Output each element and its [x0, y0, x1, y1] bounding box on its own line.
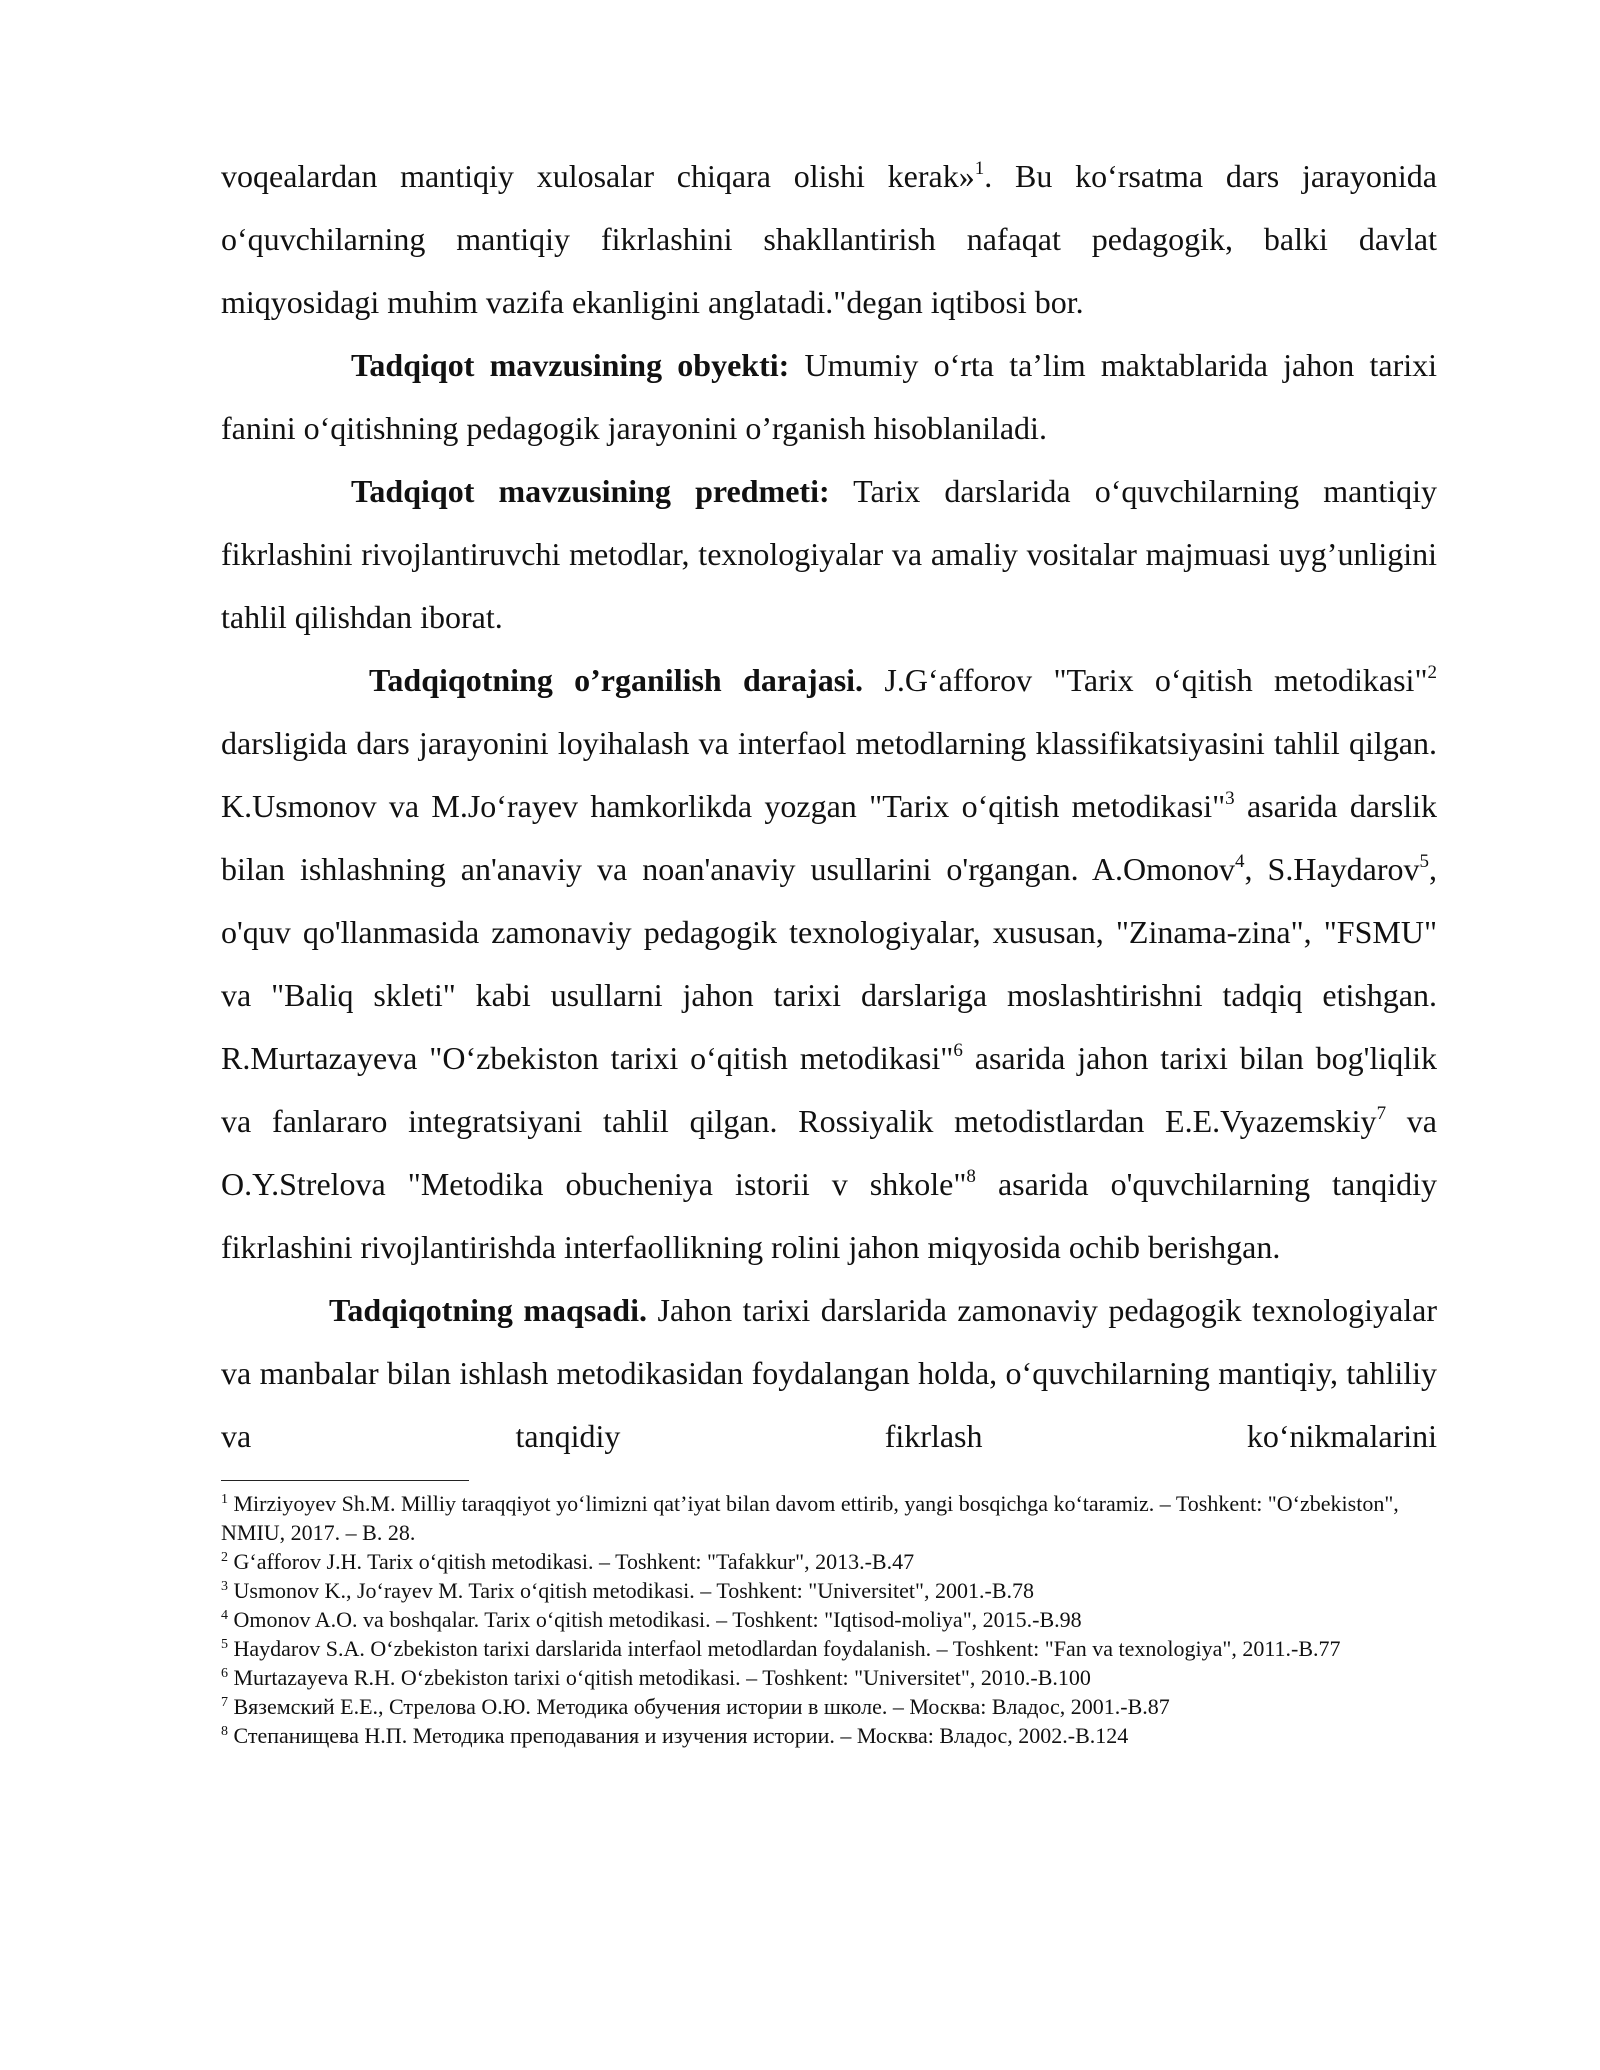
text-run: Jahon tarixi darslarida zamonaviy pedagogik texnologiyalar va manbalar bilan ishlash metodikasidan foydalangan holda, o‘quvchilarning mantiqiy, tahliliy va tanqidiy fikrlash ko‘nikmalarini [221, 1292, 1437, 1454]
body-text [221, 145, 1437, 1468]
text-run: , o'quv qo'llanmasida zamonaviy pedagogik texnologiyalar, xususan, "Zinama-zina", "FSMU" va "Baliq skleti" kabi usullarni jahon tarixi darslariga moslashtirishni tadqiq etishgan. R.Murtazayeva "O‘zbekiston tarixi o‘qitish metodikasi" [221, 851, 1438, 1076]
footnote-text: Murtazayeva R.H. O‘zbekiston tarixi o‘qitish metodikasi. – Toshkent: "Universitet", 2010.-B.100 [228, 1665, 1091, 1690]
footnote-item [221, 1489, 1437, 1547]
footnote-item [221, 1605, 1437, 1634]
text-run: va O.Y.Strelova "Metodika obucheniya istorii v shkole" [221, 1103, 1438, 1202]
footnote-text: Haydarov S.A. O‘zbekiston tarixi darslarida interfaol metodlardan foydalanish. – Toshkent: "Fan va texnologiya", 2011.-B.77 [228, 1636, 1341, 1661]
text-run: . Bu ko‘rsatma dars jarayonida o‘quvchilarning mantiqiy fikrlashini shakllantirish nafaqat pedagogik, balki davlat miqyosidagi muhim vazifa ekanligini anglatadi."degan iqtibosi bor. [221, 158, 1438, 320]
footnote-number: 1 [221, 1492, 228, 1507]
paragraph-intro-quote [221, 145, 1437, 334]
footnote-text: Степанищева Н.П. Методика преподавания и изучения истории. – Москва: Владос, 2002.-B.124 [228, 1723, 1129, 1748]
footnote-number: 8 [221, 1724, 228, 1739]
footnote-number: 6 [221, 1666, 228, 1681]
footnote-ref-8[interactable]: 8 [966, 1166, 976, 1187]
footnote-separator [221, 1480, 469, 1481]
footnote-text: Вяземский Е.Е., Стрелова О.Ю. Методика обучения истории в школе. – Москва: Владос, 2001.-B.87 [228, 1694, 1170, 1719]
footnote-item [221, 1721, 1437, 1750]
footnote-text: Omonov A.O. va boshqalar. Tarix o‘qitish metodikasi. – Toshkent: "Iqtisod-moliya", 2015.-B.98 [228, 1607, 1082, 1632]
footnote-ref-1[interactable]: 1 [974, 158, 985, 179]
footnote-item [221, 1663, 1437, 1692]
text-run: voqealardan mantiqiy xulosalar chiqara olishi kerak» [221, 158, 975, 194]
text-run: darsligida dars jarayonini loyihalash va interfaol metodlarning klassifikatsiyasini tahlil qilgan. K.Usmonov va M.Jo‘rayev hamkorlikda yozgan "Tarix o‘qitish metodikasi" [221, 725, 1437, 824]
footnote-ref-7[interactable]: 7 [1376, 1103, 1387, 1124]
text-run: asarida jahon tarixi bilan bog'liqlik va fanlararo integratsiyani tahlil qilgan. Rossiyalik metodistlardan E.E.Vyazemskiy [221, 1040, 1438, 1139]
footnote-number: 4 [221, 1608, 228, 1623]
text-run: , S.Haydarov [1244, 851, 1420, 887]
footnotes [221, 1489, 1437, 1750]
paragraph-research-object [221, 334, 1437, 460]
footnote-item [221, 1634, 1437, 1663]
footnote-number: 3 [221, 1579, 228, 1594]
text-run: asarida darslik bilan ishlashning an'anaviy va noan'anaviy usullarini o'rgangan. A.Omonov [221, 788, 1438, 887]
footnote-text: Usmonov K., Jo‘rayev M. Tarix o‘qitish metodikasi. – Toshkent: "Universitet", 2001.-B.78 [228, 1578, 1034, 1603]
footnote-number: 7 [221, 1695, 228, 1710]
section-label-aim: Tadqiqotning maqsadi. [329, 1292, 647, 1328]
section-label-study-level: Tadqiqotning o’rganilish darajasi. [369, 662, 864, 698]
text-run: asarida o'quvchilarning tanqidiy fikrlashini rivojlantirishda interfaollikning rolini jahon miqyosida ochib berishgan. [221, 1166, 1438, 1265]
section-label-object: Tadqiqot mavzusining obyekti: [351, 347, 790, 383]
paragraph-study-level [221, 649, 1437, 1279]
footnote-ref-6[interactable]: 6 [953, 1040, 963, 1061]
footnote-number: 2 [221, 1550, 228, 1565]
footnote-item [221, 1692, 1437, 1721]
text-run: Umumiy o‘rta ta’lim maktablarida jahon tarixi fanini o‘qitishning pedagogik jarayonini o’rganish hisoblaniladi. [221, 347, 1438, 446]
footnote-text: Mirziyoyev Sh.M. Milliy taraqqiyot yo‘limizni qat’iyat bilan davom ettirib, yangi bosqichga ko‘taramiz. – Toshkent: "O‘zbekiston", NMIU, 2017. – B. 28. [221, 1491, 1399, 1545]
footnote-item [221, 1576, 1437, 1605]
footnote-text: G‘afforov J.H. Tarix o‘qitish metodikasi. – Toshkent: "Tafakkur", 2013.-B.47 [228, 1549, 915, 1574]
footnote-number: 5 [221, 1637, 228, 1652]
footnote-item [221, 1547, 1437, 1576]
footnote-ref-5[interactable]: 5 [1419, 851, 1430, 872]
footnote-ref-2[interactable]: 2 [1427, 662, 1438, 683]
footnote-ref-4[interactable]: 4 [1235, 851, 1245, 872]
section-label-subject: Tadqiqot mavzusining predmeti: [351, 473, 830, 509]
footnote-ref-3[interactable]: 3 [1225, 788, 1235, 809]
paragraph-research-aim [221, 1279, 1437, 1468]
text-run: J.G‘afforov "Tarix o‘qitish metodikasi" [863, 662, 1428, 698]
text-run: Tarix darslarida o‘quvchilarning mantiqiy fikrlashini rivojlantiruvchi metodlar, texnologiyalar va amaliy vositalar majmuasi uyg’unligini tahlil qilishdan iborat. [221, 473, 1437, 635]
document-page [221, 145, 1437, 1750]
paragraph-research-subject [221, 460, 1437, 649]
